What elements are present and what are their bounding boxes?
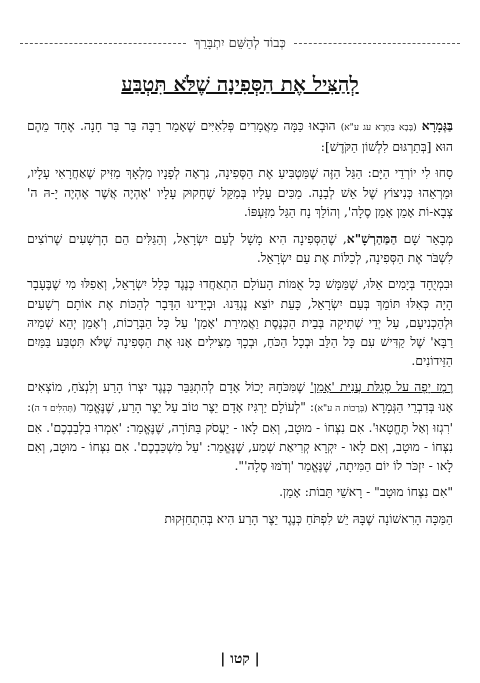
paragraph-5-quote-end: : 'רִגְזוּ וְאַל תֶּחֱטָאוּ'. אִם נִצְּחוֹ - מוּטָב, וְאִם לָאו - יַעֲסֹק בַּתּוֹרָה, שֶׁנֶּאֱמַר: 'אִמְרוּ בִלְבַבְכֶם'. אִם נִצְּחוֹ - מוּטָב, וְאִם לָאו - יִקְרָא קְרִיאַת שְׁמַע, שֶׁנֶּאֱמַר: 'עַל מִשְׁכַּבְכֶם'. אִם נִצְּחוֹ - מוּטָב, וְאִם לָאו - יִזְכֹּר לוֹ יוֹם הַמִּיתָה, שֶׁנֶּאֱמַר 'וְדֹמּוּ סֶלָה'". (27, 399, 453, 474)
header-dash-line-left (20, 43, 186, 44)
paragraph-2-end: , וְהוֹלֵךְ נָח הַגַּל מִזַּעְפּוֹ. (243, 204, 348, 219)
header-dash-line-right (294, 43, 460, 44)
paragraph-7: הַמַּכָּה הָרִאשׁוֹנָה שֶׁבָּהּ יֵשׁ לִפְתֹּחַ כְּנֶגֶד יֵצֶר הָרַע הִיא בְּהִתְחַזְּקוּת (164, 511, 453, 526)
paragraph-3-text: , שֶׁהַסְּפִינָה הִיא מָשָׁל לְעַם יִשְׂרָאֵל, וְהַגַּלִּים הֵם הָרְשָׁעִים שֶׁרוֹצִים לִשְׁבֹּר אֶת הַסְּפִינָה, לְכַלּוֹת אֶת עַם יִשְׂרָאֵל. (27, 232, 453, 266)
paragraph-1-text: הוּבְאוּ כַּמָּה מַאֲמָרִים פְּלִאִיִּים שֶׁאָמַר רַבָּה בַּר בַּר חָנָה. אֶחָד מֵהֶם הוּא (27, 119, 453, 155)
paragraph-5-source-2: (תְּהִלִּים ד ה) (31, 403, 77, 414)
paragraph-5-quote: : "לְעוֹלָם יַרְגִּיז אָדָם יֵצֶר טוֹב עַל יֵצֶר הָרַע, שֶׁנֶּאֱמַר (76, 399, 315, 414)
paragraph-2-text: סָחוּ לִי יוֹרְדֵי הַיָּם: הַגַּל הַזֶּה שֶׁמַּטְבִּיעַ אֶת הַסְּפִינָה, נִרְאָה לְפָנָיו מַלְאָךְ מַזִּיק שֶׁאַחֲרָאִי עָלָיו, וּמַרְאֵהוּ כְּנִיצוֹץ שֶׁל אֵשׁ לְבָנָה. מַכִּים עָלָיו בְּמַקֵּל שֶׁחָקוּק עָלָיו 'אֶהְיֶה אֲשֶׁר אֶהְיֶה יָ-הּ ה' צְבָא-וֹת אָמֵן אָמֵן סֶלָה' (27, 166, 453, 219)
page-title: לְהַצִּיל אֶת הַסְּפִינָה שֶׁלֹּא תִּטְבַּע (121, 72, 359, 96)
paragraph-1-source: (בָּבָא בַּתְרָא עג ע"א) (340, 123, 417, 133)
page-number: | קטו | (220, 651, 260, 667)
paragraph-3-maharsha: הַמַּהַרְשָׁ"א (346, 231, 398, 247)
paragraph-5-source-1: (בְּרָכוֹת ה ע"א) (314, 403, 368, 414)
body-text (27, 116, 453, 536)
paragraph-5 (27, 378, 453, 476)
header-text: כְּבוֹד לְהַשֵּׁם יִתְבָּרֵךְ (194, 36, 286, 51)
paragraph-3 (27, 229, 453, 268)
page-header (20, 34, 460, 52)
paragraph-5-hint: רֶמֶז יָפֶה עַל סְגֻלַּת עֲנִיַּת 'אָמֵן' (310, 380, 453, 395)
paragraph-1-gemara: בַּגְּמָרָא (421, 118, 453, 133)
paragraph-3-intro: מְבָאֵר שָׁם (403, 232, 453, 247)
paragraph-1-bracket: [בְּתַרְגּוּם לִלְשׁוֹן הַקֹּדֶשׁ]: (320, 140, 432, 155)
paragraph-1 (27, 116, 453, 157)
paragraph-4: וּבִמְיֻחָד בְּיָמִים אֵלּוּ, שֶׁמַּמָּשׁ כָּל אֻמּוֹת הָעוֹלָם הִתְאַחֲדוּ כְּנֶגֶד כְּלַל יִשְׂרָאֵל, וְאַפִלּוּ מִי שֶׁבֶּעָבָר הָיָה כְּאִלּוּ תּוֹמֵךְ בְּעַם יִשְׂרָאֵל, כָּעֵת יוֹצֵא נֶגְדֵּנוּ. וּבְיָדֵינוּ הַדָּבָר לְהַכּוֹת אֶת אוֹתָם רְשָׁעִים וּלְהַכְנִיעָם, עַל יְדֵי שְׁתִיקָה בְּבֵית הַכְּנֶסֶת וַאֲמִירַת 'אָמֵן' עַל כָּל הַבְּרָכוֹת, וְ'אָמֵן יְהֵא שְׁמֵיהּ רַבָּא' שֶׁל קַדִּישׁ עִם כָּל הַלֵּב וּבְכָל הַכֹּחַ, וּבְכָךְ מַצִּילִים אָנוּ אֶת הַסְּפִינָה שֶׁלֹּא תִּטְבַּע בַּמַּיִם הַזֵּידוֹנִים. (27, 277, 453, 369)
paragraph-5-text: שֶׁמִּכֹּחָהּ יָכוֹל אָדָם לְהִתְגַּבֵּר כְּנֶגֶד יִצְרוֹ הָרַע וְלִנְצֹחַ, מוֹצְאִים אָנוּ בְּדִבְרֵי הַגְּמָרָא (27, 380, 453, 414)
paragraph-2 (27, 164, 453, 222)
paragraph-6: "אִם נִצְּחוֹ מוּטָב" - רָאשֵׁי תֵּבוֹת: אָמֵן. (279, 485, 453, 500)
